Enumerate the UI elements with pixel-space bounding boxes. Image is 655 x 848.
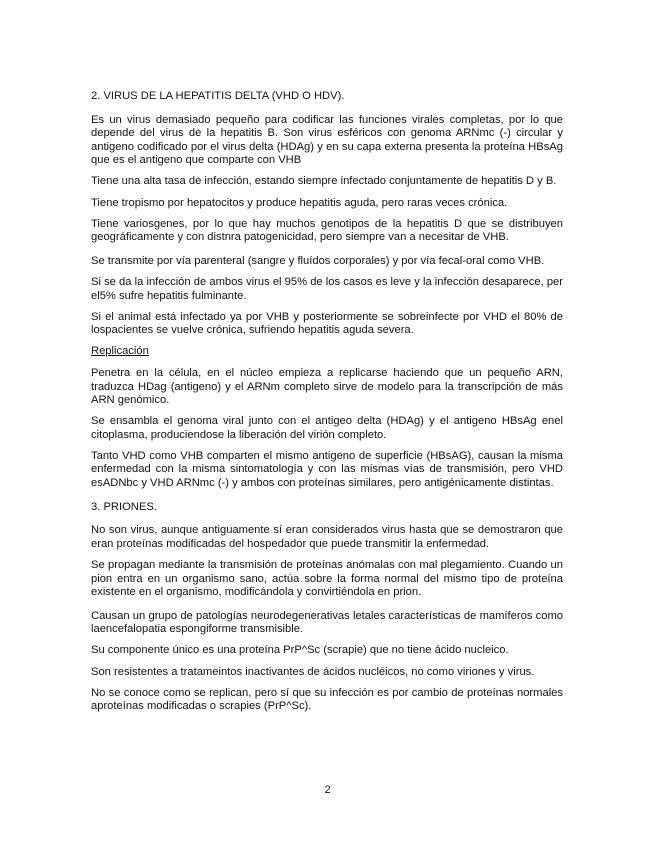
paragraph: No son virus, aunque antiguamente sí eran considerados virus hasta que se demostraron que eran proteínas modificadas del hospedador que puede transmitir la enfermedad.	[91, 524, 563, 550]
paragraph: Si se da la infección de ambos virus el 95% de los casos es leve y la infección desaparece, per el5% sufre hepatitis fulminante.	[91, 275, 563, 302]
paragraph: Se ensambla el genoma viral junto con el antigeo delta (HDAg) y el antigeno HBsAg enel citoplasma, produciendose la liberación del virión completo.	[91, 415, 563, 441]
paragraph: Tiene variosgenes, por lo que hay muchos genotipos de la hepatitis D que se distribuyen geográficamente y con distnra patogenicidad, pero siempre van a necesitar de VHB.	[91, 217, 563, 244]
paragraph: No se conoce como se replican, pero sí que su infección es por cambio de proteínas normales aproteínas modificadas o scrapies (PrP^Sc).	[91, 686, 563, 713]
paragraph: Causan un grupo de patologías neurodegenerativas letales características de mamíferos como laencefalopatia espongiforme transmisible.	[91, 609, 563, 636]
paragraph: Es un virus demasiado pequeño para codificar las funciones virales completas, por lo que depende del virus de la hepatitis B. Son virus esféricos con genoma ARNmc (-) circular y antigeno codificado por el virus delta (HDAg) y en su capa externa presenta la proteína HBsAg que es el antigeno que comparte con VHB	[91, 113, 563, 167]
page-number: 2	[324, 784, 331, 796]
paragraph: Tanto VHD como VHB comparten el mismo antigeno de superficie (HBsAG), causan la misma enfermedad con la misma sintomatología y con las mismas vías de transmisión, pero VHD esADNbc y VHD ARNmc (-) y ambos con proteínas similares, pero antigénicamente distintas.	[91, 449, 563, 490]
paragraph: Si el animal está infectado ya por VHB y posteriormente se sobreinfecte por VHD el 80% de lospacientes se vuelve crónica, sufriendo hepatitis aguda severa.	[91, 310, 563, 337]
paragraph: Penetra en la célula, en el núcleo empieza a replicarse haciendo que un pequeño ARN, traduzca HDag (antigeno) y el ARNm completo sirve de modelo para la transcripción de más ARN genómico.	[91, 366, 563, 407]
paragraph: Son resistentes a tratameintos inactivantes de ácidos nucléicos, no como viriones y virus.	[91, 665, 535, 678]
paragraph: Se transmite por vía parenteral (sangre y fluídos corporales) y por vía fecal-oral como VHB.	[91, 254, 545, 267]
page-content	[91, 90, 563, 721]
paragraph: Tiene una alta tasa de infección, estando siempre infectado conjuntamente de hepatitis D y B.	[91, 175, 557, 188]
paragraph: Se propagan mediante la transmisión de proteínas anómalas con mal plegamiento. Cuando un pion entra en un organismo sano, actúa sobre la forma normal del mismo tipo de proteína existente en el organismo, modificándola y convirtiéndola en prion.	[91, 558, 563, 599]
paragraph: Su componente único es una proteína PrP^Sc (scrapie) que no tiene ácido nucleico.	[91, 644, 509, 657]
subheading-replicacion: Replicación	[91, 345, 149, 358]
section-heading-hepatitis-delta: 2. VIRUS DE LA HEPATITIS DELTA (VHD O HDV).	[91, 90, 345, 102]
section-heading-priones: 3. PRIONES.	[91, 500, 157, 513]
paragraph: Tiene tropismo por hepatocitos y produce hepatitis aguda, pero raras veces crónica.	[91, 196, 508, 209]
